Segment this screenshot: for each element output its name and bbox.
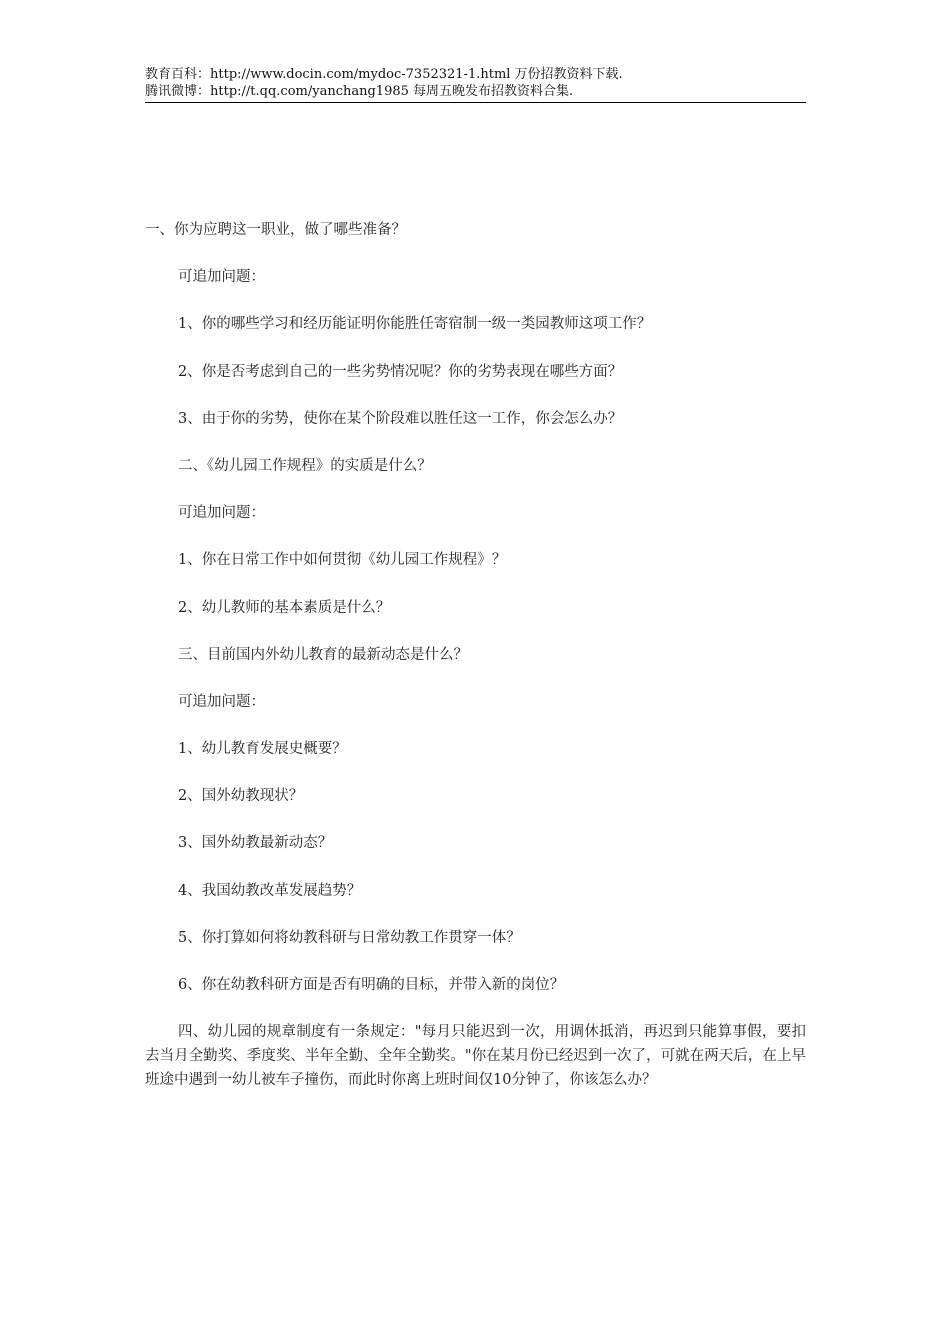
follow-up-item: 3、国外幼教最新动态？: [178, 835, 333, 852]
follow-up-item: 1、你的哪些学习和经历能证明你能胜任寄宿制一级一类园教师这项工作？: [178, 316, 652, 333]
document-body: [145, 218, 806, 1092]
follow-up-label: 可追加问题：: [178, 269, 265, 286]
follow-up-item: 6、你在幼教科研方面是否有明确的目标，并带入新的岗位？: [178, 977, 565, 993]
follow-up-item: 1、你在日常工作中如何贯彻《幼儿园工作规程》？: [178, 552, 507, 569]
question-4-paragraph: 四、幼儿园的规章制度有一条规定："每月只能迟到一次，用调休抵消，再迟到只能算事假，要扣去当月全勤奖、季度奖、半年全勤、全年全勤奖。"你在某月份已经迟到一次了，可就在两天后，在上早班途中遇到一幼儿被车子撞伤，而此时你离上班时间仅10分钟了，你该怎么办？: [145, 1024, 806, 1089]
follow-up-item: 3、由于你的劣势，使你在某个阶段难以胜任这一工作，你会怎么办？: [178, 410, 623, 427]
follow-up-item: 4、我国幼教改革发展趋势？: [178, 882, 362, 899]
question-2-heading: 二、《幼儿园工作规程》的实质是什么？: [178, 457, 432, 474]
follow-up-label: 可追加问题：: [178, 693, 265, 710]
follow-up-label: 可追加问题：: [178, 505, 265, 522]
follow-up-item: 2、幼儿教师的基本素质是什么？: [178, 599, 391, 616]
follow-up-item: 2、你是否考虑到自己的一些劣势情况呢？你的劣势表现在哪些方面？: [178, 363, 623, 380]
header-line-docin: 教育百科：http://www.docin.com/mydoc-7352321-1.html 万份招教资料下载.: [145, 67, 623, 82]
question-3-heading: 三、目前国内外幼儿教育的最新动态是什么？: [178, 646, 468, 663]
question-1-heading: 一、你为应聘这一职业，做了哪些准备？: [145, 222, 406, 238]
follow-up-item: 5、你打算如何将幼教科研与日常幼教工作贯穿一体？: [178, 929, 521, 946]
page-header: [145, 66, 806, 103]
follow-up-item: 2、国外幼教现状？: [178, 788, 304, 805]
header-line-weibo: 腾讯微博：http://t.qq.com/yanchang1985 每周五晚发布招教资料合集.: [145, 84, 574, 99]
follow-up-item: 1、幼儿教育发展史概要？: [178, 741, 347, 758]
